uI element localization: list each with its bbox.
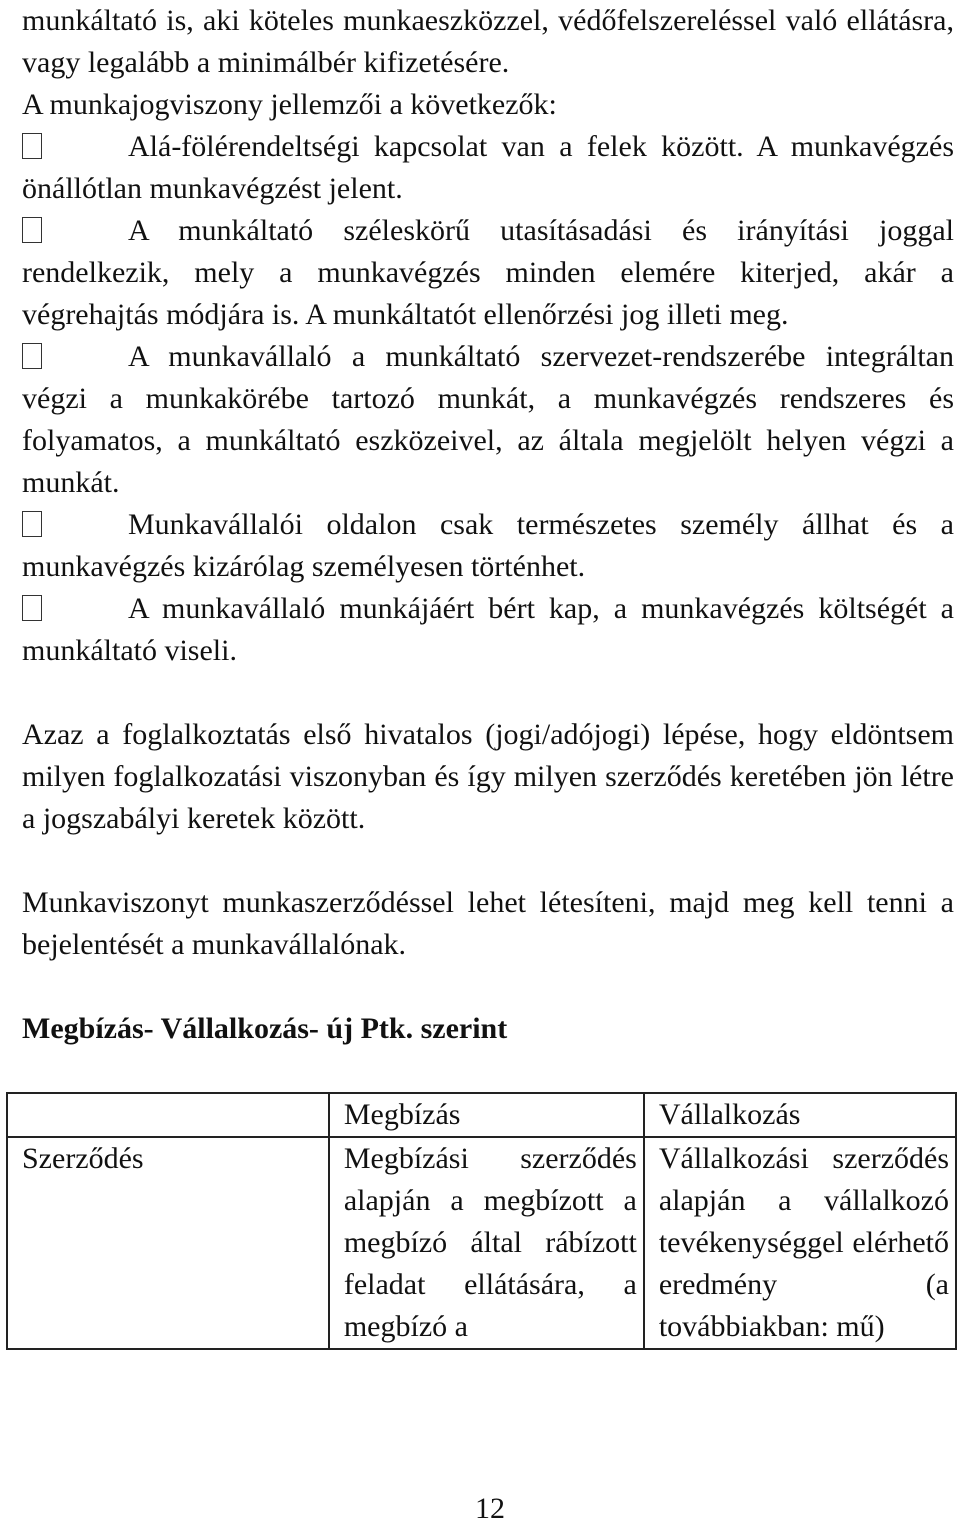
- page-number: 12: [475, 1492, 505, 1525]
- paragraph-summary: Azaz a foglalkoztatás első hivatalos (jogi/adójogi) lépése, hogy eldöntsem milyen foglalkozatási viszonyban és így milyen szerződés keretében jön létre a jogszabályi keretek között.: [22, 718, 954, 835]
- list-item: A munkavállaló munkájáért bért kap, a munkavégzés költségét a munkáltató viseli.: [22, 592, 954, 667]
- table-header-row: [7, 1093, 956, 1137]
- bullet-box-icon: [22, 133, 42, 159]
- comparison-table: [6, 1092, 957, 1350]
- list-item: Alá-fölérendeltségi kapcsolat van a felek között. A munkavégzés önállótlan munkavégzést jelent.: [22, 130, 954, 205]
- table-row: [7, 1137, 956, 1349]
- table-cell-megbizas: Megbízási szerződés alapján a megbízott a megbízó által rábízott feladat ellátására, a megbízó a: [329, 1137, 644, 1349]
- bullet-box-icon: [22, 511, 42, 537]
- list-item: Munkavállalói oldalon csak természetes személy állhat és a munkavégzés kizárólag személyesen történhet.: [22, 508, 954, 583]
- list-item: A munkavállaló a munkáltató szervezet-rendszerébe integráltan végzi a munkakörébe tartozó munkát, a munkavégzés rendszeres és folyamatos, a munkáltató eszközeivel, az általa megjelölt helyen végzi a munkát.: [22, 340, 954, 499]
- table-header-cell: Vállalkozás: [644, 1093, 956, 1137]
- paragraph-registration: Munkaviszonyt munkaszerződéssel lehet létesíteni, majd meg kell tenni a bejelentését a munkavállalónak.: [22, 886, 954, 961]
- table-header-cell: [7, 1093, 329, 1137]
- bullet-box-icon: [22, 595, 42, 621]
- table-row-label: Szerződés: [7, 1137, 329, 1349]
- features-title: A munkajogviszony jellemzői a következők:: [22, 88, 557, 121]
- intro-paragraph: munkáltató is, aki köteles munkaeszközzel, védőfelszereléssel való ellátásra, vagy legalább a minimálbér kifizetésére.: [22, 4, 954, 79]
- list-item: A munkáltató széleskörű utasításadási és irányítási joggal rendelkezik, mely a munkavégzés minden elemére kiterjed, akár a végrehajtás módjára is. A munkáltatót ellenőrzési jog illeti meg.: [22, 214, 954, 331]
- section-heading: Megbízás- Vállalkozás- új Ptk. szerint: [22, 1012, 508, 1045]
- table-cell-vallalkozas: Vállalkozási szerződés alapján a vállalkozó tevékenységgel elérhető eredmény (a továbbiakban: mű): [644, 1137, 956, 1349]
- bullet-box-icon: [22, 217, 42, 243]
- table-header-cell: Megbízás: [329, 1093, 644, 1137]
- document-page: [22, 0, 954, 1050]
- bullet-box-icon: [22, 343, 42, 369]
